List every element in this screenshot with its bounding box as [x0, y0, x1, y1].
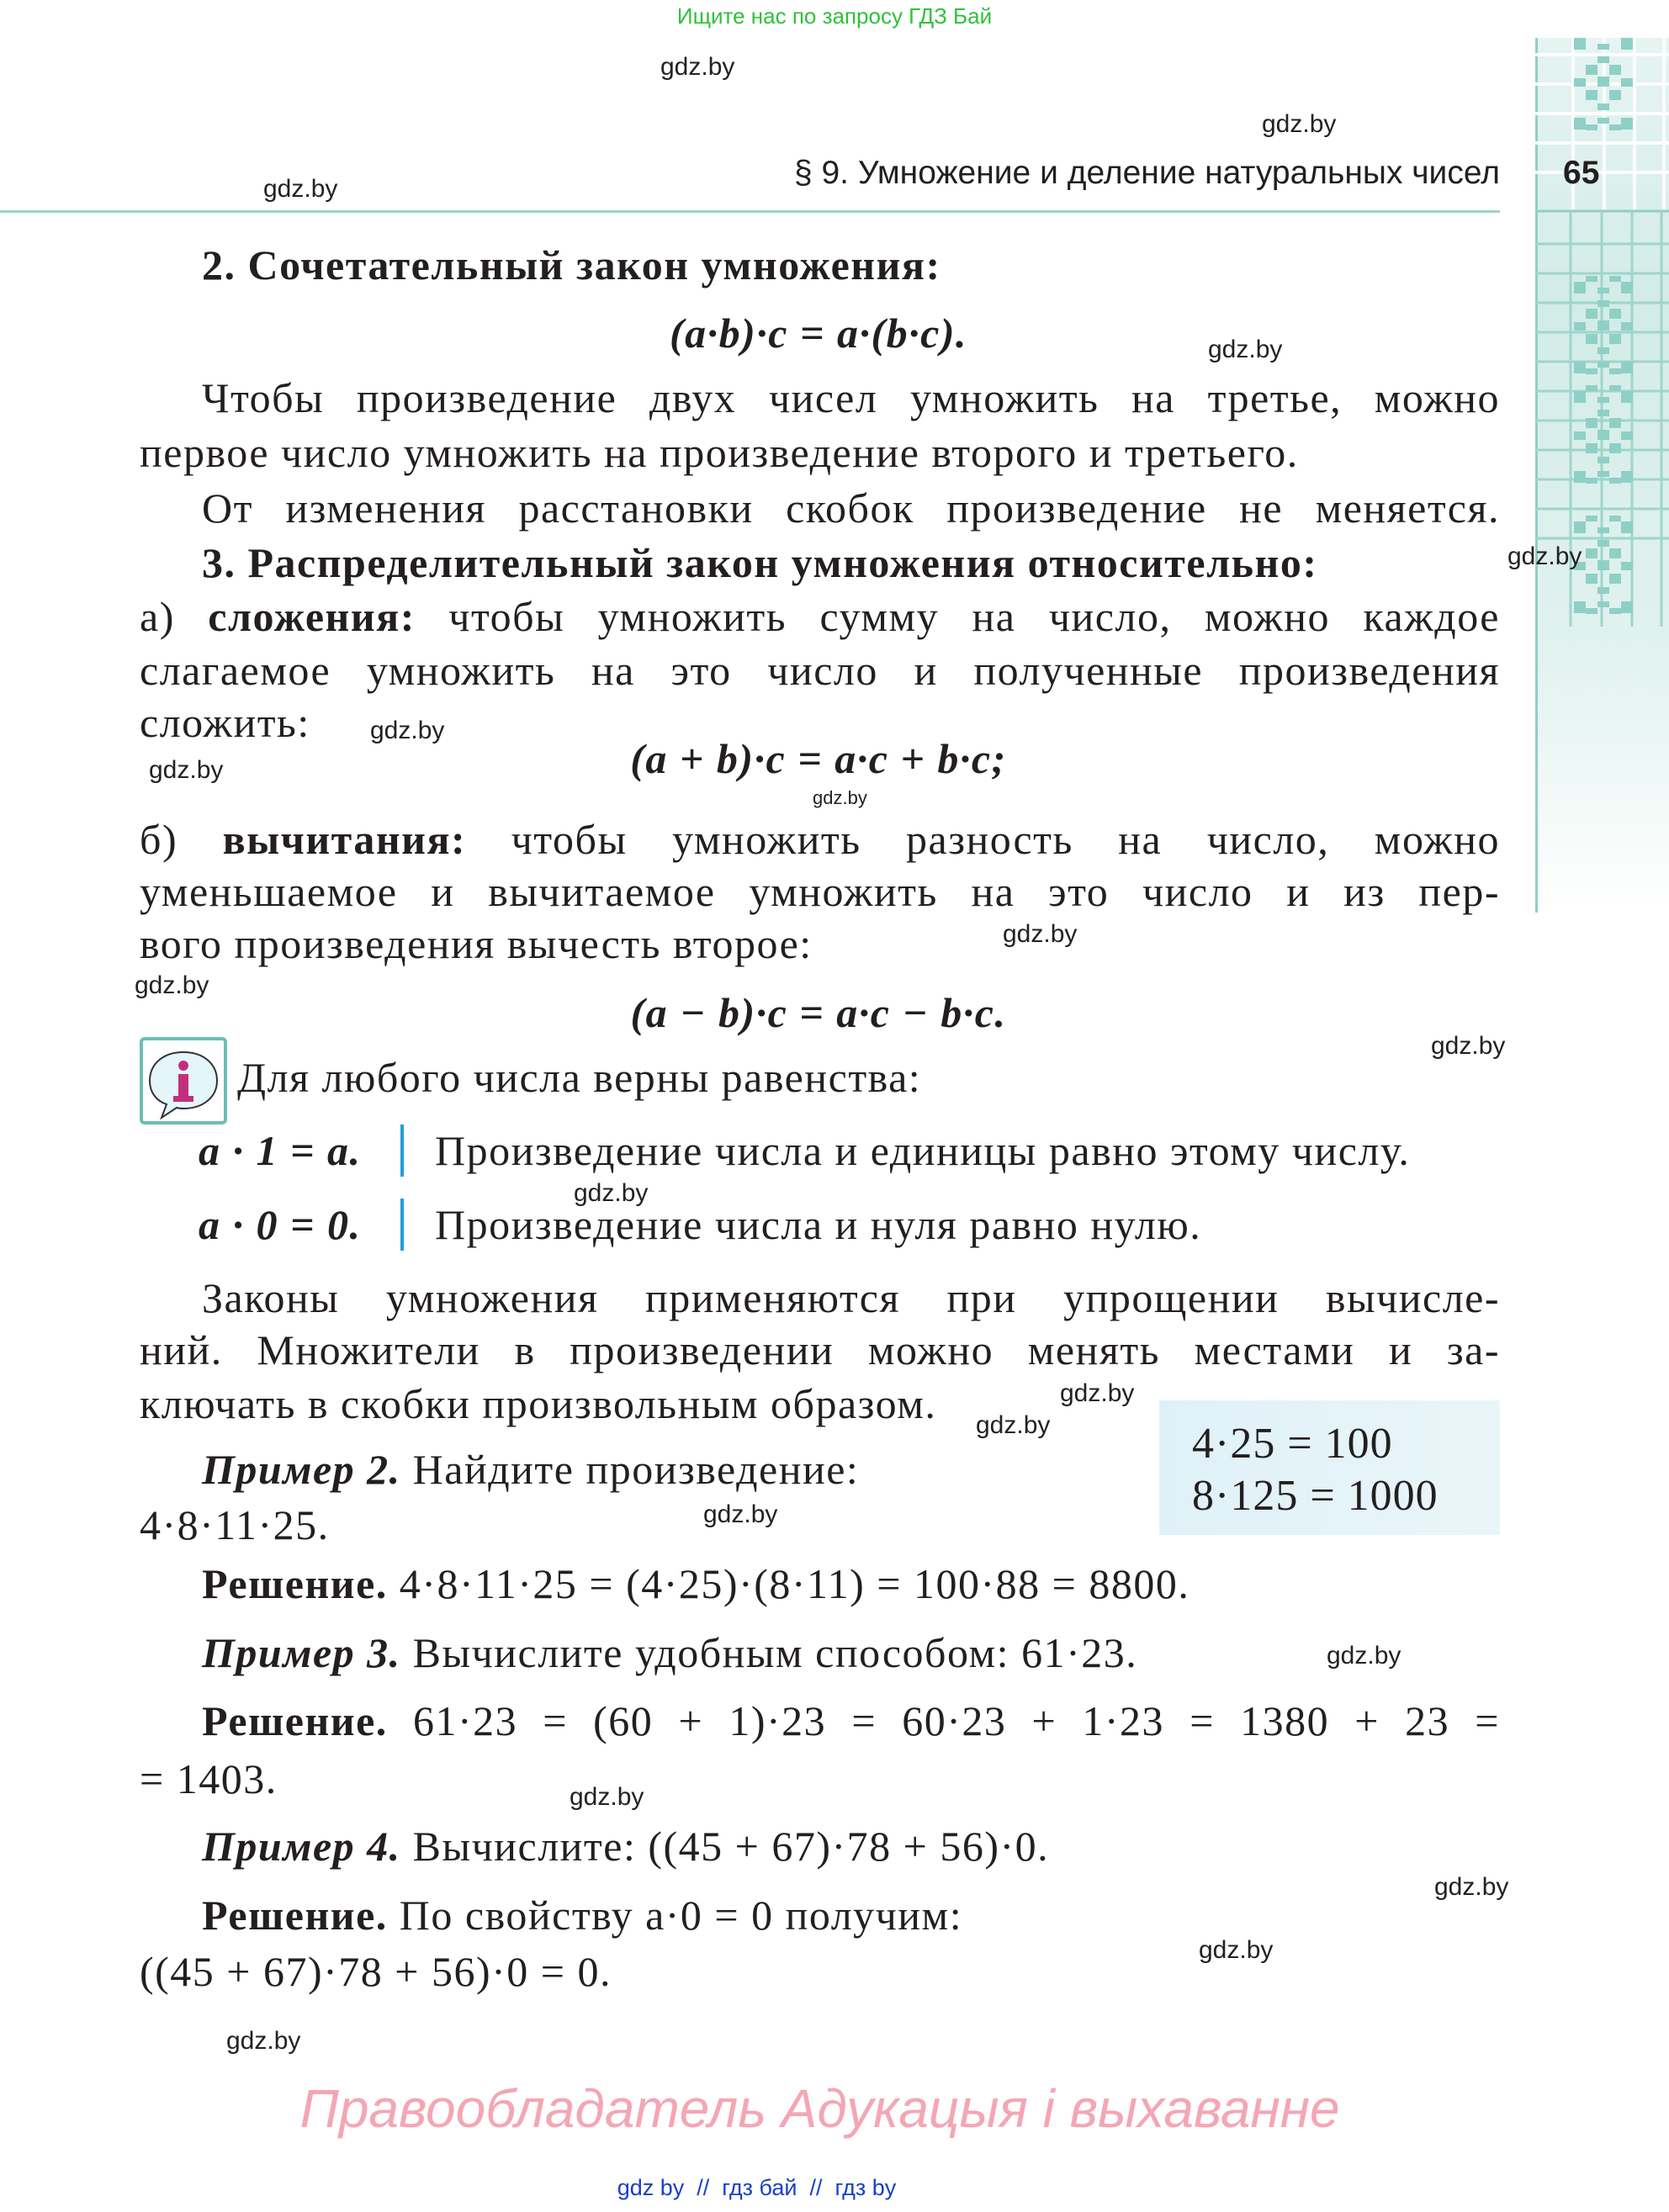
grid-ornament-icon [1535, 38, 1669, 913]
subtraction-formula: (a − b)·c = a·c − b·c. [630, 989, 1007, 1036]
laws-text-line2: ний. Множители в произведении можно менять местами и за- [140, 1326, 1500, 1373]
hint-line: 8·125 = 1000 [1192, 1472, 1439, 1520]
example4 [202, 1819, 1049, 1873]
watermark: gdz.by [1327, 1642, 1401, 1670]
watermark: gdz.by [813, 787, 867, 808]
example-label: Пример 3. [202, 1629, 401, 1676]
info-icon [140, 1037, 227, 1125]
addition-line3: сложить: [140, 699, 310, 746]
side-decoration [1535, 38, 1669, 913]
top-banner[interactable]: Ищите нас по запросу ГДЗ Бай [676, 3, 993, 29]
page-number: 65 [1563, 155, 1600, 191]
law2-formula: (a·b)·c = a·(b·c). [670, 310, 967, 357]
example-text: Найдите произведение: [400, 1446, 860, 1493]
addition-text: чтобы умножить сумму на число, можно каждое [415, 593, 1500, 640]
divider-bar [400, 1125, 404, 1177]
example-label: Пример 4. [202, 1823, 401, 1870]
solution3-line1 [202, 1694, 1500, 1748]
footer-links[interactable]: gdz by // гдз бай // гдз by [617, 2175, 897, 2200]
subtraction-term: вычитания: [222, 816, 467, 863]
solution-text: 61·23 = (60 + 1)·23 = 60·23 + 1·23 = 1380 + 23 = [387, 1697, 1500, 1744]
example-text: Вычислите удобным способом: 61·23. [400, 1629, 1138, 1676]
item-a-label: а) [140, 593, 209, 640]
solution-text: По свойству a·0 = 0 получим: [387, 1892, 963, 1939]
law3-title: 3. Распределительный закон умножения относительно: [202, 539, 1318, 586]
watermark: gdz.by [574, 1179, 649, 1207]
example-text: Вычислите: ((45 + 67)·78 + 56)·0. [400, 1823, 1050, 1870]
addition-formula: (a + b)·c = a·c + b·c; [630, 735, 1007, 782]
solution4-line2: ((45 + 67)·78 + 56)·0 = 0. [140, 1948, 612, 1995]
item-b-label: б) [140, 816, 223, 863]
solution-text: 4·8·11·25 = (4·25)·(8·11) = 100·88 = 8800. [387, 1560, 1190, 1607]
watermark: gdz.by [263, 175, 338, 203]
section-title: § 9. Умножение и деление натуральных чисел [793, 155, 1500, 191]
watermark: gdz.by [703, 1500, 778, 1528]
addition-line2: слагаемое умножить на это число и полученные произведения [140, 647, 1500, 694]
info-text: Для любого числа верны равенства: [237, 1054, 922, 1101]
divider-bar [400, 1199, 404, 1251]
watermark: gdz.by [1199, 1936, 1274, 1964]
addition-term: сложения: [208, 593, 416, 640]
example3 [202, 1626, 1137, 1680]
hint-line: 4·25 = 100 [1192, 1420, 1393, 1468]
watermark: gdz.by [1431, 1032, 1506, 1060]
subtraction-text: чтобы умножить разность на число, можно [466, 816, 1500, 863]
law2-text-line1: Чтобы произведение двух чисел умножить на третье, можно [202, 374, 1500, 421]
solution-label: Решение. [202, 1560, 388, 1607]
watermark: gdz.by [135, 971, 209, 999]
solution-label: Решение. [202, 1892, 388, 1939]
law2-text-line2: первое число умножить на произведение второго и третьего. [140, 429, 1299, 476]
watermark: gdz.by [660, 53, 735, 81]
watermark: gdz.by [370, 717, 445, 744]
header-divider [0, 210, 1500, 213]
watermark: gdz.by [976, 1411, 1051, 1439]
watermark: gdz.by [149, 756, 224, 784]
watermark: gdz.by [1208, 336, 1283, 363]
example-label: Пример 2. [202, 1446, 401, 1493]
solution4-line1 [202, 1888, 962, 1942]
example2-expression: 4·8·11·25. [140, 1501, 330, 1548]
laws-text-line1: Законы умножения применяются при упрощении вычисле- [202, 1274, 1500, 1321]
addition-line1 [140, 590, 1500, 643]
identity-multiply-one-text: Произведение числа и единицы равно этому числу. [435, 1127, 1411, 1174]
subtraction-line2: уменьшаемое и вычитаемое умножить на это число и из пер- [140, 868, 1500, 915]
law2-title: 2. Сочетательный закон умножения: [202, 241, 941, 288]
solution3-line2: = 1403. [140, 1755, 278, 1802]
subtraction-line1 [140, 812, 1500, 866]
watermark: gdz.by [1003, 920, 1078, 948]
calculation-hint-box [1159, 1400, 1500, 1535]
watermark: gdz.by [1434, 1873, 1509, 1901]
watermark: gdz.by [226, 2027, 301, 2055]
solution2 [202, 1557, 1189, 1611]
copyright-notice: Правообладатель Адукацыя і выхаванне [299, 2078, 1340, 2139]
identity-multiply-one: a · 1 = a. [199, 1127, 362, 1174]
law2-text-line3: От изменения расстановки скобок произведение не меняется. [202, 484, 1500, 532]
watermark: gdz.by [570, 1783, 644, 1811]
solution-label: Решение. [202, 1697, 388, 1744]
identity-multiply-zero-text: Произведение числа и нуля равно нулю. [435, 1201, 1202, 1248]
laws-text-line3: ключать в скобки произвольным образом. [140, 1380, 937, 1427]
example2 [202, 1442, 859, 1496]
subtraction-line3: вого произведения вычесть второе: [140, 920, 813, 967]
watermark: gdz.by [1060, 1379, 1135, 1407]
watermark: gdz.by [1262, 110, 1337, 138]
watermark: gdz.by [1507, 542, 1582, 570]
identity-multiply-zero: a · 0 = 0. [199, 1201, 362, 1248]
